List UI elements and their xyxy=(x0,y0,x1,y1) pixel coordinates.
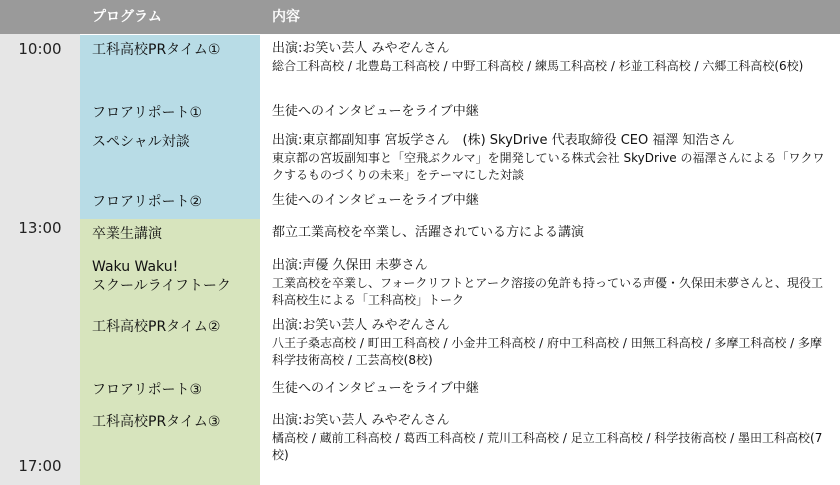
content-cell xyxy=(260,219,840,252)
program-cell: フロアリポート① xyxy=(80,98,260,127)
schedule-row xyxy=(80,407,840,485)
time-label: 17:00 xyxy=(18,457,62,475)
schedule-row xyxy=(80,127,840,187)
schedule-row xyxy=(80,187,840,219)
content-line1: 出演:声優 久保田 未夢さん xyxy=(272,258,428,273)
content-line2: 東京都の宮坂副知事と「空飛ぶクルマ」を開発している株式会社 SkyDrive の福澤さんによる「ワクワクするものづくりの未来」をテーマにした対談 xyxy=(272,151,825,182)
content-line2: 総合工科高校 / 北豊島工科高校 / 中野工科高校 / 練馬工科高校 / 杉並工科高校 / 六郷工科高校(6校) xyxy=(272,59,804,73)
content-line1: 生徒へのインタビューをライブ中継 xyxy=(272,381,479,396)
content-cell xyxy=(260,187,840,219)
schedule-row xyxy=(80,375,840,407)
schedule-row xyxy=(80,312,840,375)
content-line1: 出演:東京都副知事 宮坂学さん (株) SkyDrive 代表取締役 CEO 福澤 知浩さん xyxy=(272,133,735,148)
schedule-row xyxy=(80,98,840,127)
header-content: 内容 xyxy=(260,0,840,34)
program-cell: 工科高校PRタイム③ xyxy=(80,407,260,485)
content-cell xyxy=(260,407,840,485)
content-line2: 八王子桑志高校 / 町田工科高校 / 小金井工科高校 / 府中工科高校 / 田無工科高校 / 多摩工科高校 / 多摩科学技術高校 / 工芸高校(8校) xyxy=(272,336,823,367)
time-label: 10:00 xyxy=(18,40,62,58)
content-line1: 生徒へのインタビューをライブ中継 xyxy=(272,104,479,119)
program-cell: フロアリポート③ xyxy=(80,375,260,407)
program-cell: フロアリポート② xyxy=(80,187,260,219)
content-cell xyxy=(260,35,840,98)
program-cell: スペシャル対談 xyxy=(80,127,260,187)
content-line2: 橘高校 / 蔵前工科高校 / 葛西工科高校 / 荒川工科高校 / 足立工科高校 / 科学技術高校 / 墨田工科高校(7校) xyxy=(272,431,823,462)
content-cell xyxy=(260,375,840,407)
header-program: プログラム xyxy=(80,0,260,34)
content-line1: 出演:お笑い芸人 みやぞんさん xyxy=(272,413,450,428)
content-line1: 生徒へのインタビューをライブ中継 xyxy=(272,193,479,208)
time-column xyxy=(0,34,80,485)
program-cell: Waku Waku! スクールライフトーク xyxy=(80,252,260,312)
content-cell xyxy=(260,127,840,187)
program-cell: 工科高校PRタイム① xyxy=(80,35,260,98)
content-cell xyxy=(260,98,840,127)
program-cell: 卒業生講演 xyxy=(80,219,260,252)
content-line2: 工業高校を卒業し、フォークリフトとアーク溶接の免許も持っている声優・久保田未夢さんと、現役工科高校生による「工科高校」トーク xyxy=(272,276,824,307)
schedule-row xyxy=(80,219,840,252)
time-label: 13:00 xyxy=(18,219,62,237)
content-line1: 出演:お笑い芸人 みやぞんさん xyxy=(272,41,450,56)
schedule-row xyxy=(80,252,840,312)
content-line1: 出演:お笑い芸人 みやぞんさん xyxy=(272,318,450,333)
content-cell xyxy=(260,312,840,375)
schedule-row xyxy=(80,35,840,98)
content-cell xyxy=(260,252,840,312)
column-divider xyxy=(260,34,261,485)
program-cell: 工科高校PRタイム② xyxy=(80,312,260,375)
content-line1: 都立工業高校を卒業し、活躍されている方による講演 xyxy=(272,225,585,240)
header-time-cell xyxy=(0,0,80,34)
